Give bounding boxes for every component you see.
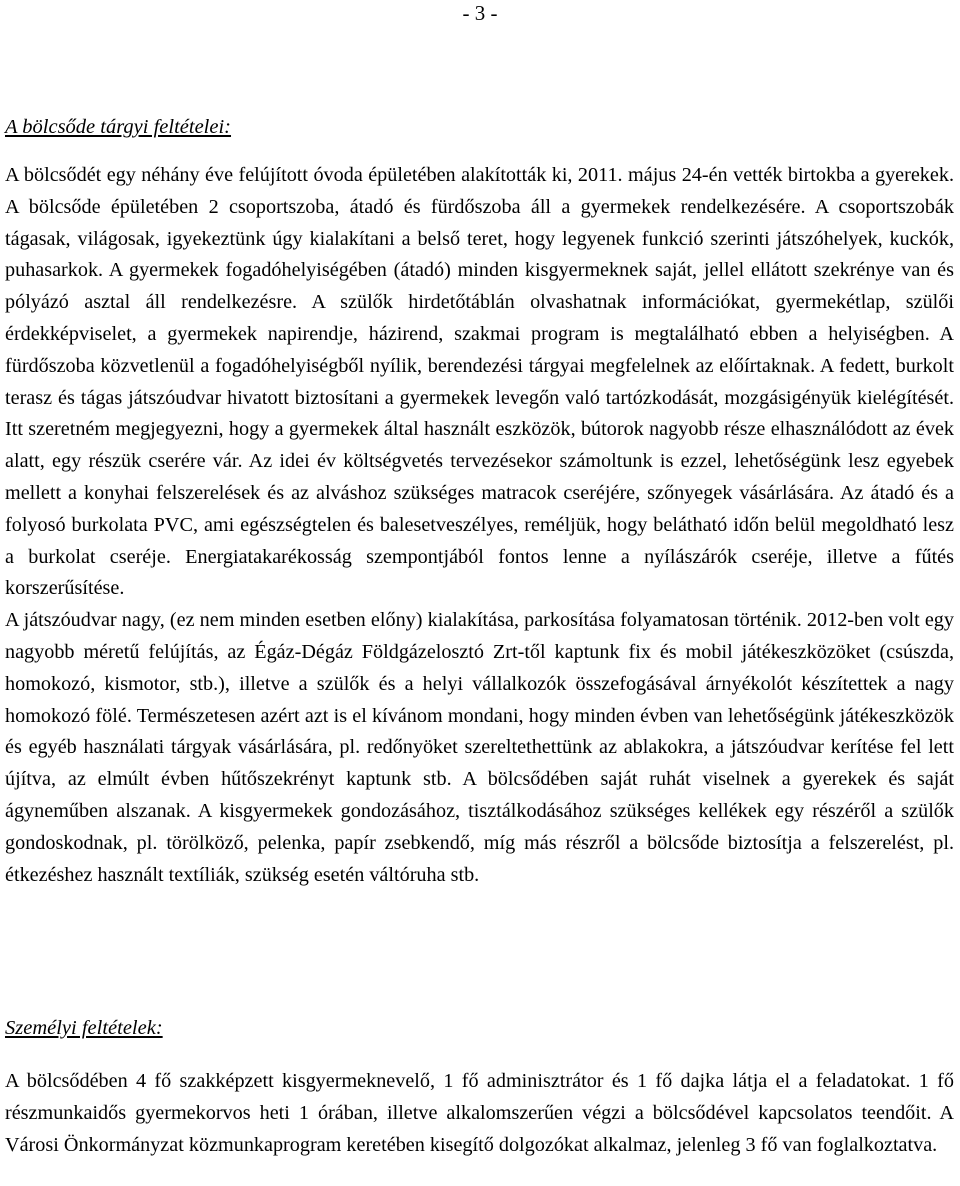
section-heading-material-conditions: A bölcsőde tárgyi feltételei:	[5, 116, 232, 138]
paragraph-building: A bölcsődét egy néhány éve felújított óvoda épületében alakították ki, 2011. május 24-én vették birtokba a gyerekek. A bölcsőde épületében 2 csoportszoba, átadó és fürdőszoba áll a gyermekek rendelkezésére. A csoportszobák tágasak, világosak, igyekeztünk úgy kialakítani a belső teret, hogy legyenek funkció szerinti játszóhelyek, kuckók, puhasarkok. A gyermekek fogadóhelyiségében (átadó) minden kisgyermeknek saját, jellel ellátott szekrénye van és pólyázó asztal áll rendelkezésre. A szülők hirdetőtáblán olvashatnak információkat, gyermekétlap, szülői érdekképviselet, a gyermekek napirendje, házirend, szakmai program is megtalálható ebben a helyiségben. A fürdőszoba közvetlenül a fogadóhelyiségből nyílik, berendezési tárgyai megfelelnek az előírtaknak. A fedett, burkolt terasz és tágas játszóudvar hivatott biztosítani a gyermekek levegőn való tartózkodását, mozgásigényük kielégítését. Itt szeretném megjegyezni, hogy a gyermekek által használt eszközök, bútorok nagyobb része elhasználódott az évek alatt, egy részük cserére vár. Az idei év költségvetés tervezésekor számoltunk is ezzel, lehetőségünk lesz egyebek mellett a konyhai felszerelések és az alváshoz szükséges matracok cseréjére, szőnyegek vásárlására. Az átadó és a folyosó burkolata PVC, ami egészségtelen és balesetveszélyes, reméljük, hogy belátható időn belül megoldható lesz a burkolat cseréje. Energiatakarékosság szempontjából fontos lenne a nyílászárók cseréje, illetve a fűtés korszerűsítése.	[5, 164, 954, 600]
paragraph-staff: A bölcsődében 4 fő szakképzett kisgyermeknevelő, 1 fő adminisztrátor és 1 fő dajka látja el a feladatokat. 1 fő részmunkaidős gyermekorvos heti 1 órában, illetve alkalomszerűen végzi a bölcsődével kapcsolatos teendőit. A Városi Önkormányzat közmunkaprogram keretében kisegítő dolgozókat alkalmaz, jelenleg 3 fő van foglalkoztatva.	[5, 1070, 954, 1156]
paragraph-playground: A játszóudvar nagy, (ez nem minden esetben előny) kialakítása, parkosítása folyamatosan történik. 2012-ben volt egy nagyobb méretű felújítás, az Égáz-Dégáz Földgázelosztó Zrt-től kaptunk fix és mobil játékeszközöket (csúszda, homokozó, kismotor, stb.), illetve a szülők és a helyi vállalkozók összefogásával árnyékolót készítettek a nagy homokozó fölé. Természetesen azért azt is el kívánom mondani, hogy minden évben van lehetőségünk játékeszközök és egyéb használati tárgyak vásárlására, pl. redőnyöket szereltethettünk az ablakokra, a játszóudvar kerítése fel lett újítva, az elmúlt évben hűtőszekrényt kaptunk stb. A bölcsődében saját ruhát viselnek a gyerekek és saját ágyneműben alszanak. A kisgyermekek gondozásához, tisztálkodásához szükséges kellékek egy részéről a szülők gondoskodnak, pl. törölköző, pelenka, papír zsebkendő, míg más részről a bölcsőde biztosítja a felszerelést, pl. étkezéshez használt textíliák, szükség esetén váltóruha stb.	[5, 609, 954, 886]
page-number: - 3 -	[462, 1, 498, 25]
section-body-material-conditions	[5, 160, 954, 891]
section-heading-staff-conditions: Személyi feltételek:	[5, 1017, 163, 1039]
